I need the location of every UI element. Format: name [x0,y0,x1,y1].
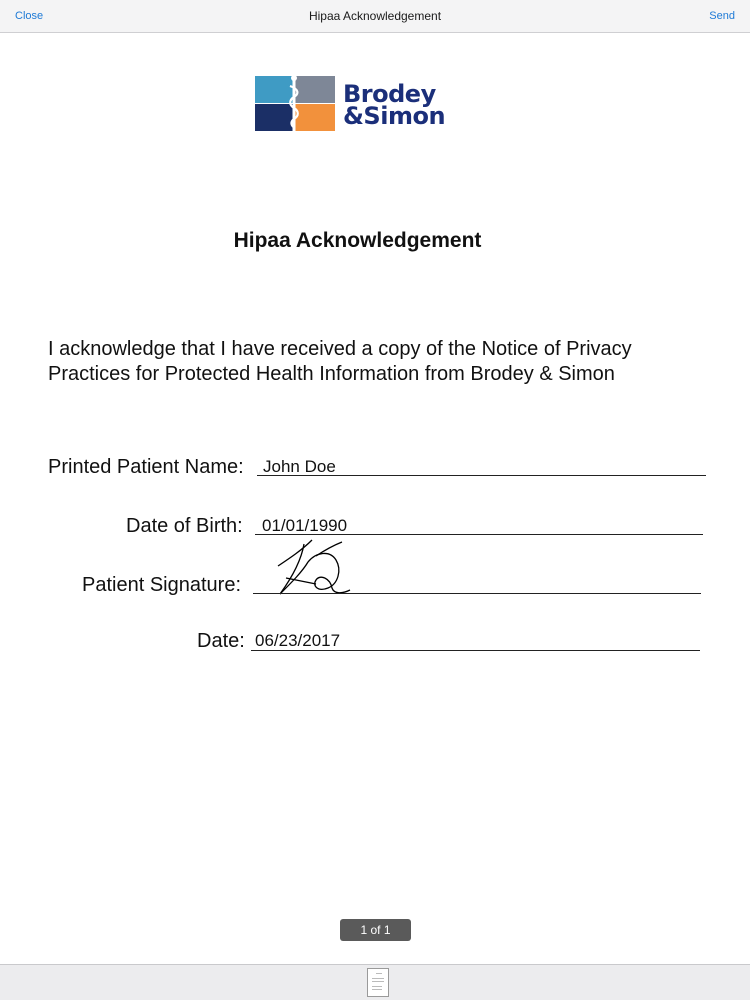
patient-name-value[interactable]: John Doe [263,457,336,476]
patient-name-line [257,474,706,476]
top-navigation-bar [0,0,750,33]
date-of-birth-label: Date of Birth: [126,515,243,537]
page-thumbnail[interactable] [367,968,389,997]
patient-signature[interactable] [272,538,354,598]
date-of-birth-value[interactable]: 01/01/1990 [262,516,348,535]
send-button[interactable]: Send [709,10,735,22]
brand-logo [255,76,460,132]
date-label: Date: [197,630,245,652]
logo-text-simon: &Simon [343,102,446,130]
date-of-birth-line [255,533,703,535]
date-value[interactable]: 06/23/2017 [255,631,341,650]
date-line [251,649,700,651]
patient-signature-label: Patient Signature: [82,574,241,596]
thumbnail-bar [0,964,750,1000]
page-indicator: 1 of 1 [340,919,411,941]
patient-signature-line [253,592,701,594]
window-title: Hipaa Acknowledgement [308,9,442,23]
caduceus-icon [287,74,301,134]
logo-mark [255,76,335,131]
document-title: Hipaa Acknowledgement [233,229,482,252]
logo-text-brodey: Brodey [343,80,436,108]
acknowledgement-text: I acknowledge that I have received a copy of the Notice of Privacy Practices for Protected Health Information from Brodey & Simon [48,338,632,385]
close-button[interactable]: Close [15,10,44,22]
patient-name-label: Printed Patient Name: [48,456,244,478]
